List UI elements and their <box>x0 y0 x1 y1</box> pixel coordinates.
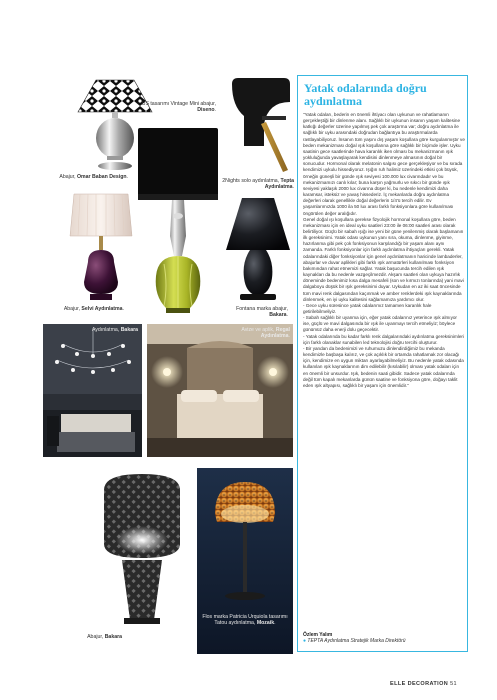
purple-base-table-lamp-image <box>66 192 136 304</box>
regal-bedroom-photo <box>147 324 293 457</box>
caption-2nights-lamp: 2Nights solo aydınlatma, Tepta Aydınlatma. <box>222 178 294 191</box>
article-paragraph: "Yatak odaları, bederin en önemli ihtiyacı olan uykunun ve rahatlamanın gerçekleştiği bir dinlenme alanı. Sağlıklı bir uykunun insanın yaşam kalitesine katkığı değerler üzerine yapılmış pek çok araştırma var; doğru aydınlatma ile sağlıklı bir uyku arasındaki doğrudan bağlantıya bu araştırmalarda rastlayabiliyoruz. İnsanın tüm yaşını dış yaşam koşullara göre kurgulanmıştır ve beden mekanizması doğal ışık koşullarına göre sağlıklı bir biçimde işler. Uyku saatinin gece saatlerinde hava karanlık iken olması bu mekanizmanın ışık yokluluğunda yavaşlayarak kendisini dinlenmeye almasının doğal bir sonucudur. Hormonal olarak melatonin salgısı gece gerçekleşiyor ve bu sırada kendimizi uykulu hissediyoruz. Işığın ruh halimiz üzerindeki etkisi çok büyük, örneğin güneşli bir günde ışık seviyesi 100.000 lux civarındadır ve bu mekanizmamızı canlı kılar; buna karşın yağmurlu ve sıkıcı bir günde ışık seviyesi yaklaşık 2000 lux civarına düşer ki, bu nedenle kendimizi daha karamsar, isteksiz ve yavaş hissederiz. İç mekanlarda doğru aydınlatma değerleri olarak genellikle doğal değerlerin 1/4'ü tercih edilir. Ev yaşamlarımızda 1000 ila 50 lux arası farklı fonksiyonlara göre kullanılması öngörülen değer aralığıdır. <box>303 112 465 216</box>
article-signature <box>303 632 465 644</box>
article-panel <box>297 75 468 652</box>
article-paragraph: - Yatak odalarında bu kadar farklı renk dalgalarındaki aydınlatma gereksinimleri için farklı olanaklar sunabilen led teknolojisi doğru tercihi oluşturur. <box>303 333 464 345</box>
bedroom-chandelier-photo <box>43 324 142 457</box>
signature-role: TEPTA Aydınlatma Stratejik Marka Direktörü <box>307 638 406 644</box>
wall-sconce-lamp-image <box>228 76 294 176</box>
caption-mesh-lamp: Abajur, Bakara <box>87 634 122 640</box>
article-title: Yatak odalarında doğru aydınlatma <box>304 81 427 108</box>
article-body <box>303 112 465 389</box>
caption-tatou-lamp: Flos marka Patricia Urquiola tasarımı Tatou aydınlatma, Mozaik. <box>202 614 288 627</box>
caption-ikat-lamp: Abajur, Omar Baban Design. <box>59 174 128 180</box>
caption-bakara-chandelier: Aydınlatma, Bakara <box>91 327 138 333</box>
mesh-black-table-lamp-image <box>94 470 190 630</box>
bullet-icon: ● <box>303 638 307 644</box>
article-paragraph: - Gece uyku süresince yatak odalarımız tamamen karanlık hale getirilebilmeliyiz. <box>303 302 432 314</box>
page-footer <box>390 681 457 687</box>
article-paragraph: Genel doğal ışı koşullara gerekse fizyolojik hormonal koşullara göre, beden mekanizması için en ideal uyku saatleri 23:00 ile 06:00 saatleri arası olarak belirtiliyor. Güçlü bir sabah ışığı ise yeni bir güne yenilenmiş olarak başlamanın ilk gereksinimi. Yatak odası uykunun yanı sıra, okuma, dinlenme, giyinme, hazırlanma gibi pek çok fonksiyonun karşılandığı bir yaşam alanı aynı zamanda. Farklı fonksiyonlar için farklı aydınlatma ihtiyaçları gerekli. Yatak odalarındaki diğer fonksiyonlar için genel aydınlatmanın haricinde lambaderler, abajurlar ve duvar aplikleri gibi farklı ışık armatürleri kullanılması fonksiyon bakımından rahat etmemizi sağlar. Yatak başucunda tercih edilen ışık kaynakları da bu nedenle vazgeçilmezdir. Akşam saatleri olan uykuya hazırlık döneminde bedenimiz kısa dalga mesafeli (son ve kırmızı tonlarında) yani mavi dalgaboyu düşük bir ışık gereksinimi duyar. Uykudan en az iki saat öncesinde tüm mavi renk dalgasından kaçınmak ve amber renklerdeki ışık kaynaklarında dinlenmek, en iyi uyku kalitesini sağlamamıza yardımcı olur. <box>303 216 464 302</box>
fontana-black-lamp-image <box>220 194 296 304</box>
article-paragraph: - Sabah sağlıklı bir uyanma için, eğer yatak odalarınız yeterince ışık almıyor ise, güçlü ve mavi dalgasında bir ışık ile uyanmayı tercih etmeliyiz; böylece günümüz daha enerji dolu geçecektir. <box>303 315 457 333</box>
caption-vintage-mini-lamp: US tasarımı Vintage Mini abajur, Diseno. <box>141 101 216 114</box>
page-number: 51 <box>450 681 458 687</box>
signature-name: Özlem Yalım <box>303 632 333 638</box>
magazine-name: ELLE DECORATION <box>390 681 449 687</box>
caption-regal-bedroom: Avize ve aplik, Regal Aydınlatma. <box>241 327 290 340</box>
article-paragraph: - Bir yandan da bedenimizi ve ruhumuzu dinlendirdiğimiz bu mekanda kendimizle başbaşa kalırız, ve çok açıklık bir ortamda rahatlamak zor olacağı için, kendimize en uygun miktarı ayarlayabilmeliyiz. Bu nedenle yatak odasında kullanılan ışık kaynaklarının dim edilebilir (kısılabilir) olması yatak odaları için en önemli bir unsurdur. Işık, bedenin saati gibidir. Sadece yatak odalarında değil tüm kapalı mekanlarda günün saatine ve fonksiyona göre, doğayı taklit eden ışık altyapısı, sağlıklı bir yaşam için önemlidir." <box>303 345 464 388</box>
black-shade-glass-lamp-image <box>136 116 220 316</box>
caption-purple-lamp: Abajur, Selvi Aydınlatma. <box>63 306 124 312</box>
caption-fontana-lamp: Fontana marka abajur, Bakara. <box>236 306 288 319</box>
